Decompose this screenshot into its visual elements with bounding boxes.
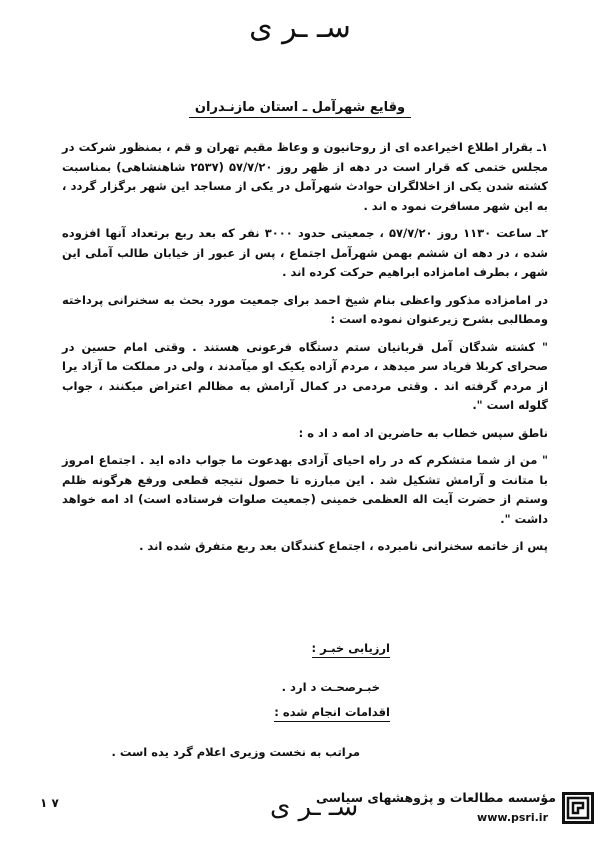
paragraph-3: در امامزاده مذکور واعظی بنام شیخ احمد برای جمعیت مورد بحث به سخنرانی پرداخته ومطالبی بشرح زیرعنوان نموده است :	[62, 292, 548, 326]
publisher-logo-icon	[562, 792, 594, 824]
paragraph-5: ناطق سپس خطاب به حاضرین اد امه د اد ه :	[298, 425, 548, 440]
page-mark: ۱ ۷	[40, 796, 59, 810]
paragraph-2: ۲ـ ساعت ۱۱۳۰ روز ۵۷/۷/۲۰ ، جمعیتی حدود ۳۰۰۰ نفر که بعد ربع برتعداد آنها افزوده شده ، در دهه ‌ان ششم بهمن شهرآمل اجتماع ، پس از عبور از خیابان طالب آملی این شهر ، بطرف امامزاده ابراهیم حرکت کرده اند .	[62, 226, 548, 279]
evaluation-heading: ارزیابی خبـر :	[312, 641, 390, 658]
paragraph-quote-1: " کشته شدگان آمل قربانیان ستم دستگاه فرعونی هستند . وقتی امام حسین در صحرای کربلا فریاد سر میدهد ، مردم آزاده یکیک او میآمدند ، ولی در مملکت ما آزاد یرا از مردم گرفته اند . وقتی مردمی در کمال آرامش به مظالم اعتراض میکنند ، جواب گلوله است ".	[62, 339, 548, 412]
paragraph-7: پس از خاتمه سخنرانی نامبرده ، اجتماع کنندگان بعد ربع متفرق شده اند .	[139, 539, 548, 553]
publisher-watermark	[315, 786, 600, 832]
paragraph-quote-2: " من از شما متشکرم که در راه احیای آزادی بهدعوت ما جواب داده اید . اجتماع امروز با متانت و آرامش تشکیل شد . این مبارزه تا حصول نتیجه قطعی ورفع هرگونه ظلم وستم از حضرت آیت اله العظمی خمینی (جمعیت صلوات فرستاده است) اد امه خواهد داشت ".	[62, 453, 548, 526]
document-title	[0, 100, 600, 115]
document-body	[62, 138, 548, 565]
watermark-name: مؤسسه مطالعات و پژوهشهای سیاسی	[315, 790, 556, 805]
classification-stamp-top: سـ ـر ی	[249, 10, 351, 45]
actions-text: مراتب به نخست وزیری اعلام گرد یده است .	[111, 745, 360, 759]
classification-stamp-bottom: سـ ـر ی	[270, 792, 359, 822]
actions-heading: اقدامات انجام شده :	[274, 705, 390, 722]
evaluation-text: خبـرصحـت د ارد .	[281, 680, 380, 694]
paragraph-1: ۱ـ بقرار اطلاع اخیراعده ‌ای از روحانیون و وعاظ مقیم تهران و قم ، بمنظور شرکت در مجلس ختمی که قرار است در دهه از ظهر روز ۵۷/۷/۲۰ (۲۵۳۷ شاهنشاهی) بمناسبت کشته شدن یکی از اخلالگران حوادث شهرآمل در یکی از مساجد این شهر برگزار گردد ، به این شهر مسافرت نمود ه اند .	[62, 140, 548, 213]
document-title-text: وقایع شهرآمل ـ استان مازنـدران	[189, 100, 411, 118]
watermark-url: www.psri.ir	[477, 811, 548, 824]
